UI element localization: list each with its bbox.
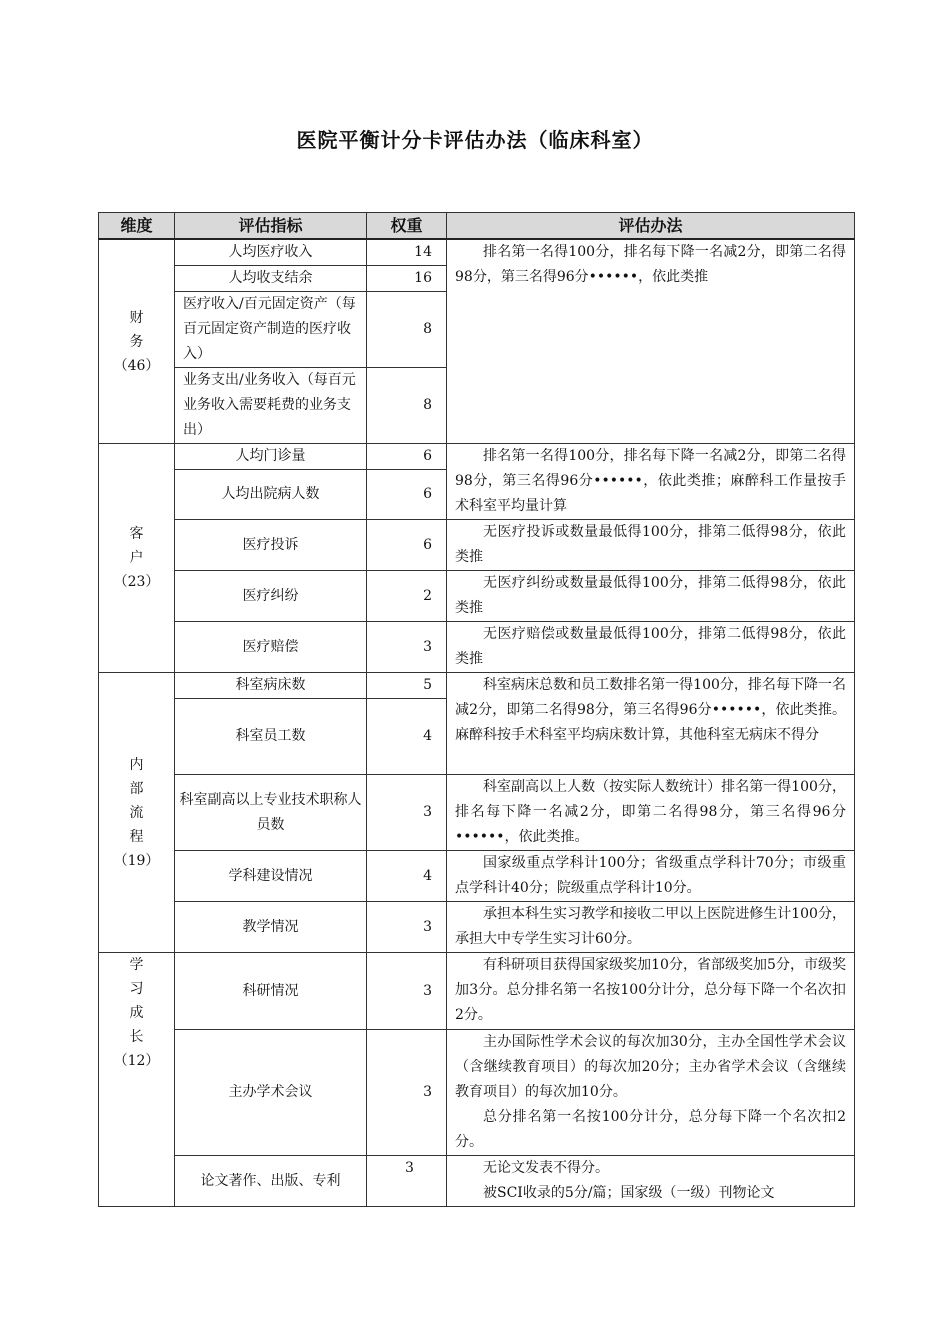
indicator-cell: 业务支出/业务收入（每百元业务收入需要耗费的业务支出） [175,368,367,444]
header-dimension: 维度 [99,213,175,240]
dimension-finance: 财 务 （46） [99,239,175,444]
weight-cell: 3 [367,902,447,953]
weight-cell: 6 [367,470,447,520]
table-row [99,622,855,673]
table-row [99,444,855,470]
indicator-cell: 人均门诊量 [175,444,367,470]
indicator-cell: 主办学术会议 [175,1030,367,1156]
indicator-cell: 人均医疗收入 [175,239,367,266]
method-cell: 科室病床总数和员工数排名第一得100分，排名每下降一名减2分，即第二名得98分，第三名得96分••••••，依此类推。麻醉科按手术科室平均病床数计算，其他科室无病床不得分 [447,673,855,775]
indicator-cell: 科室病床数 [175,673,367,699]
weight-cell: 5 [367,673,447,699]
header-indicator: 评估指标 [175,213,367,240]
method-cell: 无医疗赔偿或数量最低得100分，排第二低得98分，依此类推 [447,622,855,673]
dimension-customer: 客 户 （23） [99,444,175,673]
weight-cell: 3 [367,622,447,673]
table-row [99,520,855,571]
weight-cell: 14 [367,239,447,266]
table-row [99,1156,855,1207]
table-row [99,673,855,699]
indicator-cell: 科室副高以上专业技术职称人员数 [175,775,367,851]
indicator-cell: 医疗收入/百元固定资产（每百元固定资产制造的医疗收入） [175,292,367,368]
indicator-cell: 医疗投诉 [175,520,367,571]
weight-cell: 3 [367,1156,447,1207]
table-row [99,571,855,622]
weight-cell: 8 [367,368,447,444]
method-cell: 主办国际性学术会议的每次加30分，主办全国性学术会议（含继续教育项目）的每次加20分；主办省学术会议（含继续教育项目）的每次加10分。 总分排名第一名按100分计分，总分每下降一个名次扣2分。 [447,1030,855,1156]
weight-cell: 16 [367,266,447,292]
weight-cell: 8 [367,292,447,368]
weight-cell: 3 [367,953,447,1030]
method-cell: 无医疗纠纷或数量最低得100分，排第二低得98分，依此类推 [447,571,855,622]
method-cell: 无论文发表不得分。 被SCI收录的5分/篇；国家级（一级）刊物论文 [447,1156,855,1207]
weight-cell: 4 [367,851,447,902]
method-cell: 国家级重点学科计100分；省级重点学科计70分；市级重点学科计40分；院级重点学科计10分。 [447,851,855,902]
header-weight: 权重 [367,213,447,240]
indicator-cell: 医疗赔偿 [175,622,367,673]
method-cell: 无医疗投诉或数量最低得100分，排第二低得98分，依此类推 [447,520,855,571]
method-cell: 排名第一名得100分，排名每下降一名减2分，即第二名得98分，第三名得96分••••••，依此类推 [447,239,855,444]
indicator-cell: 科室员工数 [175,699,367,775]
weight-cell: 3 [367,1030,447,1156]
weight-cell: 3 [367,775,447,851]
method-cell: 有科研项目获得国家级奖加10分，省部级奖加5分，市级奖加3分。总分排名第一名按100分计分，总分每下降一个名次扣2分。 [447,953,855,1030]
table-row [99,953,855,1030]
indicator-cell: 医疗纠纷 [175,571,367,622]
indicator-cell: 人均出院病人数 [175,470,367,520]
weight-cell: 6 [367,444,447,470]
page-title: 医院平衡计分卡评估办法（临床科室） [296,128,654,152]
indicator-cell: 论文著作、出版、专利 [175,1156,367,1207]
dimension-learning-growth: 学 习 成 长 （12） [99,953,175,1207]
indicator-cell: 教学情况 [175,902,367,953]
method-cell: 科室副高以上人数（按实际人数统计）排名第一得100分，排名每下降一名减2分，即第二名得98分，第三名得96分••••••，依此类推。 [447,775,855,851]
indicator-cell: 人均收支结余 [175,266,367,292]
dimension-internal-process: 内 部 流 程 （19） [99,673,175,953]
balanced-scorecard-table [98,212,855,1207]
table-row [99,775,855,851]
weight-cell: 4 [367,699,447,775]
table-row [99,902,855,953]
table-row [99,851,855,902]
weight-cell: 2 [367,571,447,622]
method-cell: 排名第一名得100分，排名每下降一名减2分，即第二名得98分，第三名得96分••••••，依此类推；麻醉科工作量按手术科室平均量计算 [447,444,855,520]
indicator-cell: 学科建设情况 [175,851,367,902]
method-cell: 承担本科生实习教学和接收二甲以上医院进修生计100分，承担大中专学生实习计60分。 [447,902,855,953]
weight-cell: 6 [367,520,447,571]
table-row [99,1030,855,1156]
header-method: 评估办法 [447,213,855,240]
table-row [99,239,855,266]
table-header-row [99,213,855,240]
indicator-cell: 科研情况 [175,953,367,1030]
